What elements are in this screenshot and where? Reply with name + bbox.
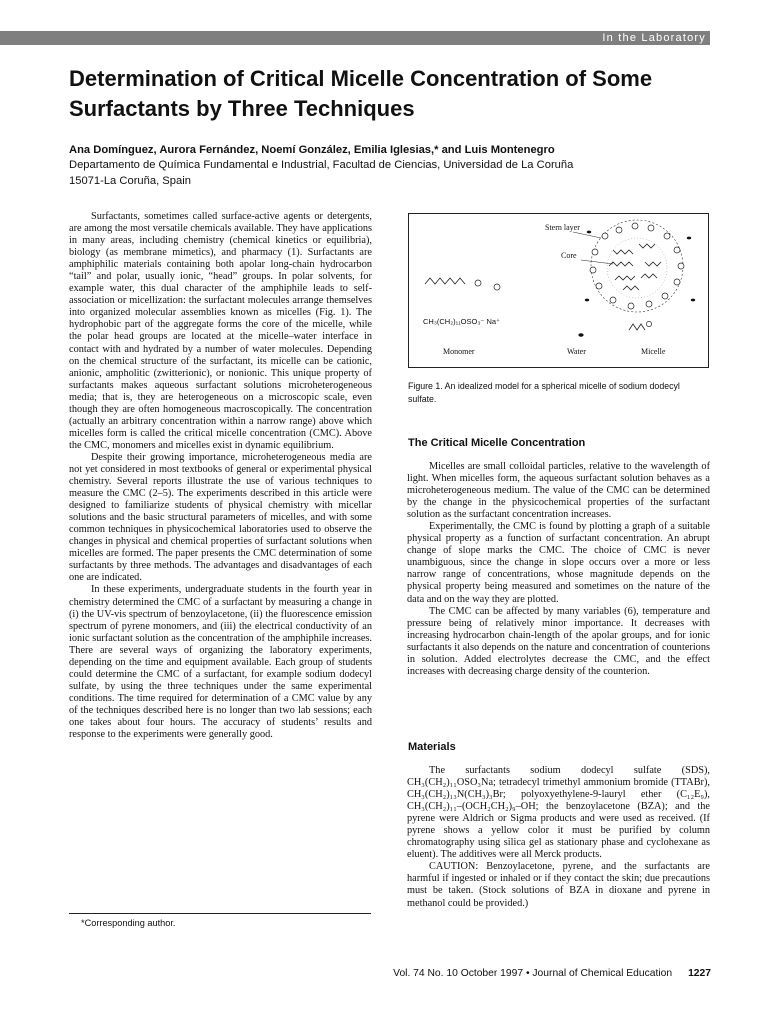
left-column: [69, 211, 372, 741]
materials-section: [407, 765, 710, 910]
intro-paragraph: Surfactants, sometimes called surface-active agents or detergents, are among the most versatile chemicals available. They have applications in many areas, including chemistry (chemical kinetics or equilibria), biology (as membrane mimetics), and pharmacy (1). Surfactants are amphiphilic materials containing both apolar long-chain hydrocarbon “tail” and polar, usually ionic, “head” groups. In polar solvents, for example water, this dual character of the amphiphile leads to self-association or micellization: the surfactant molecules arrange themselves into organized molecular assemblies known as micelles (Fig. 1). The hydrophobic part of the aggregate forms the core of the micelle, while the polar head groups are located at the micelle–water interface in contact with and hydrated by a number of water molecules. Depending on the chemical structure of the surfactant, its micelle can be cationic, anionic, ampholitic (zwitterionic), or nonionic. This unique property of surfactants makes aqueous surfactant solutions microheterogeneous media; that is, they are heterogeneous on a microscopic scale, even though they are often homogeneous macroscopically. The concentration (actually an arbitrary concentration within a narrow range) above which micelles form is called the critical micelle concentration (CMC). Above the CMC, monomers and micelles exist in dynamic equilibrium.: [69, 211, 372, 451]
micelle-tails: [609, 244, 661, 290]
materials-paragraph: The surfactants sodium dodecyl sulfate (SDS), CH₃(CH₂)₁₁OSO₃Na; tetradecyl trimethyl ammonium bromide (TTABr), CH₃(CH₂)₁₃N(CH₃)₃Br; polyoxyethylene-9-lauryl ether (C₁₂E₉), CH₃(CH₂)₁₁–(OCH₂CH₂)₉–OH; the benzoylacetone (BZA); and the pyrene were Aldrich or Sigma products and were used as received. (If pyrene shows a yellow color it must be purified by column chromatography using silica gel as stationary phase and cyclohexane as eluent). The additives were all Merck products.: [407, 765, 710, 861]
monomer-label: Monomer: [443, 347, 475, 356]
materials-heading: Materials: [408, 741, 456, 753]
cmc-paragraph: The CMC can be affected by many variables (6), temperature and pressure being of relatively minor importance. It decreases with increasing hydrocarbon chain-length of the apolar groups, and for ionic surfactants it also depends on the nature and concentration of counterions in solution. Added electrolytes decrease the CMC, and the effect increases with decreasing charge density of the counterion.: [407, 605, 710, 677]
affiliation-department: Departamento de Química Fundamental e Industrial, Facultad de Ciencias, Universidad de La Coruña: [69, 159, 574, 171]
stern-layer-leader: [573, 232, 601, 238]
free-monomer-tail: [629, 324, 645, 330]
page-number: 1227: [688, 968, 711, 979]
cmc-paragraph: Micelles are small colloidal particles, relative to the wavelength of light. When micelles form, the aqueous surfactant solution behaves as a microheterogeneous medium. The value of the CMC can be determined by the change in the physicochemical properties of the surfactant solution as the surfactant concentration increases.: [407, 461, 710, 521]
caution-paragraph: CAUTION: Benzoylacetone, pyrene, and the surfactants are harmful if ingested or inhaled or if they contact the skin; due precautions must be taken. (Stock solutions of BZA in dioxane and pyrene in methanol could be provided.): [407, 861, 710, 909]
background-paragraph: Despite their growing importance, microheterogeneous media are not yet considered in most textbooks of general or experimental physical chemistry. Several reports illustrate the use of various techniques to measure the CMC (2–5). The experiments described in this article were designed to familiarize students of physical chemistry with micellar solutions and the basic structural parameters of micelles, and with some common techniques in physicochemical laboratories used to observe the changes in physical and chemical properties of surfactant solutions when micelles are formed. The paper presents the CMC determination of some surfactants by three methods. The advantages and disadvantages of each one are indicated.: [69, 451, 372, 584]
footnote-divider: [69, 913, 371, 914]
head-groups: [590, 223, 684, 309]
core-label: Core: [561, 251, 577, 260]
section-header-bar: [0, 31, 710, 45]
footnote: *Corresponding author.: [81, 918, 176, 928]
affiliation-address: 15071-La Coruña, Spain: [69, 174, 191, 187]
water-label: Water: [567, 347, 586, 356]
author-list: Ana Domínguez, Aurora Fernández, Noemí González, Emilia Iglesias,* and Luis Montenegro: [69, 144, 555, 156]
micelle-figure: [408, 213, 709, 368]
article-title: Determination of Critical Micelle Concentration of Some Surfactants by Three Techniques: [69, 66, 653, 121]
micelle-label: Micelle: [641, 347, 666, 356]
free-monomer-head: [646, 321, 651, 326]
section-label: In the Laboratory: [602, 32, 706, 44]
cmc-section: [407, 461, 710, 678]
affiliation: [69, 158, 719, 189]
journal-citation: Vol. 74 No. 10 October 1997 • Journal of Chemical Education: [393, 968, 673, 979]
monomer-tail: [425, 278, 465, 284]
counterion: [494, 284, 500, 290]
core-outline: [607, 238, 667, 298]
core-leader: [581, 260, 613, 264]
sds-formula-label: CH₃(CH₂)₁₁OSO₃⁻ Na⁺: [423, 317, 500, 326]
micelle-diagram: [409, 214, 708, 367]
figure-caption: Figure 1. An idealized model for a spherical micelle of sodium dodecyl sulfate.: [408, 381, 680, 404]
cmc-paragraph: Experimentally, the CMC is found by plotting a graph of a suitable physical property as a function of surfactant concentration. An abrupt change of slope marks the CMC. The choice of CMC is never unambiguous, since the change in slope occurs over a more or less narrow range of concentrations, whose magnitude depends on the physical property being measured and sometimes on the nature of the data and on the way they are plotted.: [407, 521, 710, 605]
monomer-head: [475, 280, 481, 286]
stern-layer-label: Stern layer: [545, 223, 580, 232]
page-footer: [393, 968, 711, 979]
cmc-heading: The Critical Micelle Concentration: [408, 437, 586, 449]
experiments-paragraph: In these experiments, undergraduate students in the fourth year in chemistry determined the CMC of a surfactant by measuring a change in (i) the UV-vis spectrum of benzoylacetone, (ii) the fluorescence emission spectrum of pyrene monomers, and (iii) the electrical conductivity of an ionic surfactant solution as the concentration of the amphiphile increases. There are several ways of organizing the laboratory experiments, depending on the time and equipment available. Each group of students could determine the CMC of a surfactant, for example sodium dodecyl sulfate, by using the three techniques under the same experimental conditions. The time required for determination of a CMC value by any of the techniques described here is no longer than two lab sessions; each one takes about four hours. The accuracy of students’ results and response to the experiments were generally good.: [69, 584, 372, 741]
